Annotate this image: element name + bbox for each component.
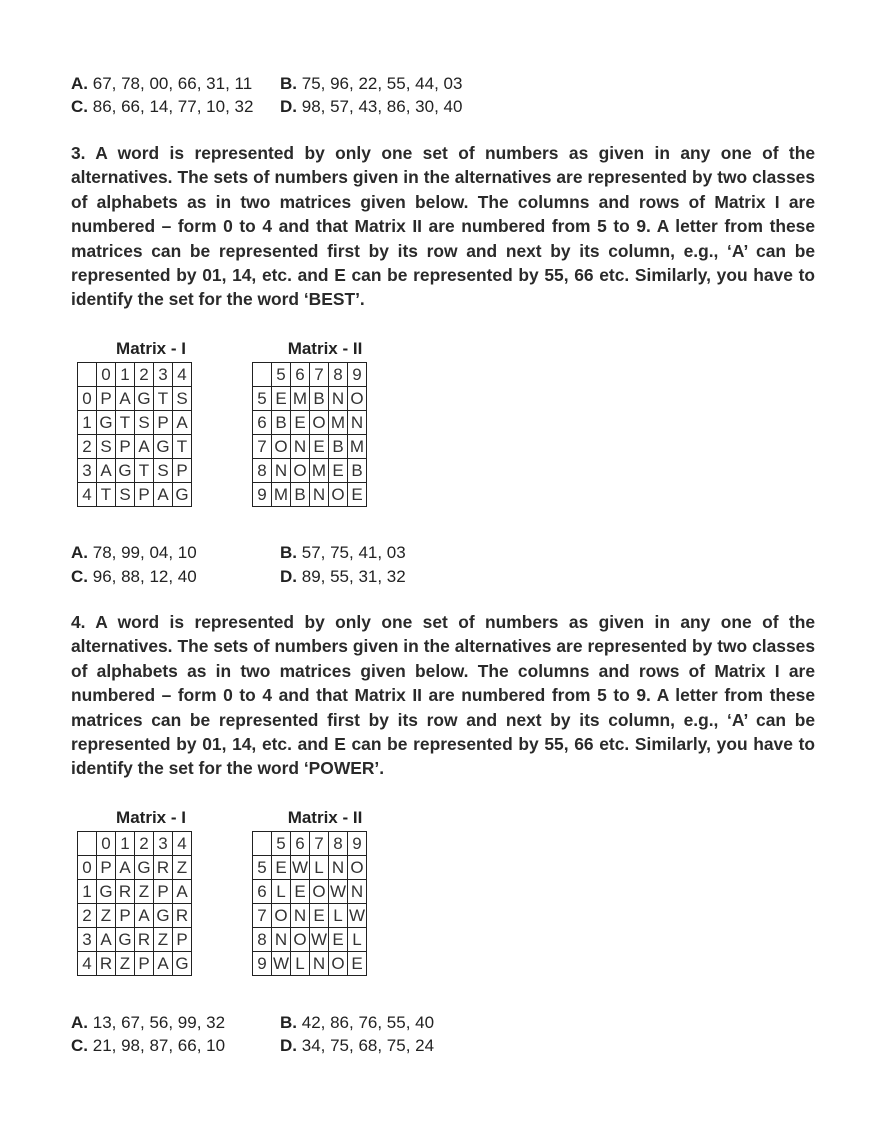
matrix-column-header: 9 xyxy=(348,363,367,387)
matrix-row-header: 5 xyxy=(253,856,272,880)
matrix-cell: A xyxy=(135,435,154,459)
matrix-row xyxy=(253,411,367,435)
matrix-column-header: 5 xyxy=(272,363,291,387)
matrix-cell: A xyxy=(135,904,154,928)
matrix-cell: S xyxy=(97,435,116,459)
matrix-cell: A xyxy=(97,459,116,483)
prev-option-d xyxy=(280,96,462,118)
matrix-cell: P xyxy=(135,483,154,507)
matrix-cell: T xyxy=(97,483,116,507)
matrix-cell: N xyxy=(329,856,348,880)
q3-matrix-2-title: Matrix - II xyxy=(287,339,363,358)
matrix-column-header: 6 xyxy=(291,363,310,387)
matrix-header-row xyxy=(78,363,192,387)
matrix-cell: S xyxy=(135,411,154,435)
matrix-cell: G xyxy=(116,928,135,952)
matrix-cell: S xyxy=(116,483,135,507)
matrix-row xyxy=(78,411,192,435)
matrix-row-header: 5 xyxy=(253,387,272,411)
option-text: 42, 86, 76, 55, 40 xyxy=(301,1013,435,1032)
matrix-cell: P xyxy=(154,880,173,904)
question-4-text: 4. A word is represented by only one set of numbers as given in any one of the alternatives. The sets of numbers given in the alternatives are represented by two classes of alphabets as in two matrices given below. The columns and rows of Matrix I are numbered – form 0 to 4 and that Matrix II are numbered from 5 to 9. A letter from these matrices can be represented first by its row and next by its column, e.g., ‘A’ can be represented by 01, 14, etc. and E can be represented by 55, 66 etc. Similarly, you have to identify the set for the word ‘POWER’. xyxy=(71,612,815,779)
matrix-cell: P xyxy=(116,904,135,928)
matrix-cell: N xyxy=(329,387,348,411)
matrix-cell: M xyxy=(291,387,310,411)
matrix-row xyxy=(78,880,192,904)
q3-matrix-2 xyxy=(252,362,367,507)
matrix-row-header: 4 xyxy=(78,952,97,976)
matrix-cell: N xyxy=(272,928,291,952)
option-letter: A. xyxy=(71,1013,88,1032)
matrix-cell: G xyxy=(154,435,173,459)
matrix-cell: N xyxy=(310,483,329,507)
q4-option-c xyxy=(71,1035,225,1057)
matrix-cell: E xyxy=(272,856,291,880)
matrix-cell: W xyxy=(348,904,367,928)
matrix-row-header: 1 xyxy=(78,411,97,435)
matrix-row xyxy=(78,459,192,483)
matrix-cell: L xyxy=(310,856,329,880)
matrix-cell: P xyxy=(154,411,173,435)
matrix-cell: E xyxy=(329,928,348,952)
q4-matrix-1-title: Matrix - I xyxy=(116,808,186,827)
matrix-corner-cell xyxy=(78,832,97,856)
matrix-row xyxy=(78,387,192,411)
matrix-row xyxy=(253,856,367,880)
matrix-cell: B xyxy=(291,483,310,507)
matrix-row-header: 3 xyxy=(78,459,97,483)
matrix-cell: L xyxy=(348,928,367,952)
option-text: 13, 67, 56, 99, 32 xyxy=(92,1013,226,1032)
matrix-cell: O xyxy=(291,459,310,483)
matrix-cell: A xyxy=(173,880,192,904)
matrix-row xyxy=(78,435,192,459)
matrix-cell: E xyxy=(291,880,310,904)
matrix-cell: O xyxy=(272,435,291,459)
matrix-row xyxy=(78,483,192,507)
matrix-column-header: 5 xyxy=(272,832,291,856)
matrix-cell: Z xyxy=(116,952,135,976)
matrix-cell: M xyxy=(272,483,291,507)
matrix-cell: M xyxy=(329,411,348,435)
option-text: 21, 98, 87, 66, 10 xyxy=(92,1036,226,1055)
matrix-cell: Z xyxy=(135,880,154,904)
matrix-row-header: 6 xyxy=(253,411,272,435)
prev-option-a xyxy=(71,73,252,95)
matrix-column-header: 1 xyxy=(116,363,135,387)
matrix-column-header: 0 xyxy=(97,832,116,856)
option-letter: D. xyxy=(280,97,297,116)
matrix-row xyxy=(253,904,367,928)
matrix-cell: E xyxy=(310,904,329,928)
matrix-cell: B xyxy=(272,411,291,435)
q4-option-d xyxy=(280,1035,434,1057)
matrix-cell: W xyxy=(329,880,348,904)
matrix-cell: N xyxy=(348,880,367,904)
matrix-row xyxy=(78,928,192,952)
matrix-cell: M xyxy=(348,435,367,459)
matrix-cell: G xyxy=(154,904,173,928)
matrix-cell: E xyxy=(272,387,291,411)
matrix-row xyxy=(253,952,367,976)
option-text: 34, 75, 68, 75, 24 xyxy=(301,1036,435,1055)
matrix-cell: T xyxy=(116,411,135,435)
matrix-cell: P xyxy=(173,928,192,952)
matrix-cell: N xyxy=(291,904,310,928)
matrix-cell: E xyxy=(348,483,367,507)
option-text: 78, 99, 04, 10 xyxy=(92,543,197,562)
matrix-corner-cell xyxy=(78,363,97,387)
matrix-row-header: 2 xyxy=(78,435,97,459)
q3-option-d xyxy=(280,566,406,588)
matrix-header-row xyxy=(253,832,367,856)
option-text: 86, 66, 14, 77, 10, 32 xyxy=(92,97,254,116)
q3-matrix-1 xyxy=(77,362,192,507)
matrix-cell: A xyxy=(116,387,135,411)
matrix-cell: S xyxy=(154,459,173,483)
option-text: 67, 78, 00, 66, 31, 11 xyxy=(92,74,253,93)
matrix-column-header: 2 xyxy=(135,363,154,387)
matrix-cell: R xyxy=(116,880,135,904)
question-3-text: 3. A word is represented by only one set of numbers as given in any one of the alternatives. The sets of numbers given in the alternatives are represented by two classes of alphabets as in two matrices given below. The columns and rows of Matrix I are numbered – form 0 to 4 and that Matrix II are numbered from 5 to 9. A letter from these matrices can be represented first by its row and next by its column, e.g., ‘A’ can be represented by 01, 14, etc. and E can be represented by 55, 66 etc. Similarly, you have to identify the set for the word ‘BEST’. xyxy=(71,143,815,310)
matrix-header-row xyxy=(253,363,367,387)
q3-option-c xyxy=(71,566,197,588)
matrix-row-header: 9 xyxy=(253,952,272,976)
matrix-cell: E xyxy=(348,952,367,976)
matrix-cell: O xyxy=(291,928,310,952)
option-text: 96, 88, 12, 40 xyxy=(92,567,197,586)
matrix-column-header: 2 xyxy=(135,832,154,856)
q4-matrix-1 xyxy=(77,831,192,976)
matrix-cell: O xyxy=(329,952,348,976)
matrix-row xyxy=(78,952,192,976)
matrix-row xyxy=(253,880,367,904)
matrix-cell: T xyxy=(173,435,192,459)
matrix-cell: T xyxy=(154,387,173,411)
matrix-row-header: 7 xyxy=(253,435,272,459)
matrix-cell: G xyxy=(97,880,116,904)
matrix-row-header: 4 xyxy=(78,483,97,507)
matrix-column-header: 4 xyxy=(173,832,192,856)
matrix-cell: P xyxy=(116,435,135,459)
matrix-cell: E xyxy=(310,435,329,459)
matrix-row-header: 8 xyxy=(253,459,272,483)
matrix-cell: R xyxy=(173,904,192,928)
option-letter: A. xyxy=(71,543,88,562)
matrix-cell: Z xyxy=(154,928,173,952)
matrix-cell: B xyxy=(348,459,367,483)
matrix-row xyxy=(78,904,192,928)
matrix-row-header: 1 xyxy=(78,880,97,904)
matrix-column-header: 7 xyxy=(310,832,329,856)
matrix-cell: L xyxy=(329,904,348,928)
matrix-row xyxy=(78,856,192,880)
matrix-row-header: 3 xyxy=(78,928,97,952)
matrix-cell: R xyxy=(135,928,154,952)
matrix-cell: O xyxy=(272,904,291,928)
matrix-cell: Z xyxy=(173,856,192,880)
q4-matrix-2 xyxy=(252,831,367,976)
matrix-cell: B xyxy=(329,435,348,459)
q4-option-b xyxy=(280,1012,434,1034)
matrix-column-header: 9 xyxy=(348,832,367,856)
matrix-column-header: 3 xyxy=(154,363,173,387)
matrix-cell: N xyxy=(291,435,310,459)
matrix-cell: Z xyxy=(97,904,116,928)
matrix-row-header: 7 xyxy=(253,904,272,928)
q4-option-a xyxy=(71,1012,225,1034)
matrix-cell: L xyxy=(272,880,291,904)
option-text: 89, 55, 31, 32 xyxy=(301,567,406,586)
option-letter: D. xyxy=(280,1036,297,1055)
q3-option-a xyxy=(71,542,197,564)
matrix-cell: G xyxy=(97,411,116,435)
matrix-cell: A xyxy=(173,411,192,435)
option-letter: A. xyxy=(71,74,88,93)
matrix-cell: R xyxy=(97,952,116,976)
matrix-column-header: 8 xyxy=(329,363,348,387)
option-text: 57, 75, 41, 03 xyxy=(301,543,406,562)
matrix-cell: E xyxy=(291,411,310,435)
option-letter: B. xyxy=(280,74,297,93)
option-letter: D. xyxy=(280,567,297,586)
matrix-cell: A xyxy=(97,928,116,952)
matrix-cell: O xyxy=(348,856,367,880)
matrix-cell: G xyxy=(135,387,154,411)
matrix-cell: G xyxy=(116,459,135,483)
matrix-cell: N xyxy=(310,952,329,976)
prev-option-c xyxy=(71,96,253,118)
matrix-cell: G xyxy=(173,483,192,507)
matrix-column-header: 3 xyxy=(154,832,173,856)
matrix-cell: O xyxy=(310,411,329,435)
matrix-cell: T xyxy=(135,459,154,483)
matrix-row-header: 6 xyxy=(253,880,272,904)
matrix-row xyxy=(253,435,367,459)
option-letter: B. xyxy=(280,1013,297,1032)
option-letter: B. xyxy=(280,543,297,562)
matrix-row-header: 2 xyxy=(78,904,97,928)
q4-matrix-2-title: Matrix - II xyxy=(287,808,363,827)
matrix-cell: N xyxy=(348,411,367,435)
matrix-cell: P xyxy=(97,856,116,880)
option-letter: C. xyxy=(71,1036,88,1055)
matrix-cell: A xyxy=(154,952,173,976)
q3-matrix-1-title: Matrix - I xyxy=(116,339,186,358)
matrix-column-header: 7 xyxy=(310,363,329,387)
matrix-cell: P xyxy=(173,459,192,483)
matrix-column-header: 4 xyxy=(173,363,192,387)
matrix-column-header: 1 xyxy=(116,832,135,856)
matrix-cell: S xyxy=(173,387,192,411)
option-text: 75, 96, 22, 55, 44, 03 xyxy=(301,74,463,93)
matrix-row-header: 0 xyxy=(78,387,97,411)
matrix-row xyxy=(253,387,367,411)
matrix-cell: P xyxy=(97,387,116,411)
prev-option-b xyxy=(280,73,462,95)
matrix-cell: O xyxy=(310,880,329,904)
matrix-cell: A xyxy=(154,483,173,507)
matrix-corner-cell xyxy=(253,832,272,856)
matrix-cell: G xyxy=(135,856,154,880)
matrix-cell: W xyxy=(310,928,329,952)
option-letter: C. xyxy=(71,567,88,586)
matrix-cell: M xyxy=(310,459,329,483)
matrix-row-header: 8 xyxy=(253,928,272,952)
matrix-cell: W xyxy=(291,856,310,880)
matrix-cell: G xyxy=(173,952,192,976)
matrix-corner-cell xyxy=(253,363,272,387)
matrix-row xyxy=(253,483,367,507)
matrix-column-header: 6 xyxy=(291,832,310,856)
matrix-row-header: 9 xyxy=(253,483,272,507)
matrix-cell: E xyxy=(329,459,348,483)
matrix-header-row xyxy=(78,832,192,856)
matrix-cell: O xyxy=(329,483,348,507)
matrix-cell: O xyxy=(348,387,367,411)
matrix-cell: A xyxy=(116,856,135,880)
matrix-cell: L xyxy=(291,952,310,976)
matrix-cell: N xyxy=(272,459,291,483)
matrix-column-header: 0 xyxy=(97,363,116,387)
matrix-row xyxy=(253,459,367,483)
matrix-cell: R xyxy=(154,856,173,880)
matrix-row xyxy=(253,928,367,952)
matrix-column-header: 8 xyxy=(329,832,348,856)
q3-option-b xyxy=(280,542,406,564)
matrix-cell: W xyxy=(272,952,291,976)
matrix-cell: P xyxy=(135,952,154,976)
matrix-cell: B xyxy=(310,387,329,411)
option-text: 98, 57, 43, 86, 30, 40 xyxy=(301,97,463,116)
matrix-row-header: 0 xyxy=(78,856,97,880)
option-letter: C. xyxy=(71,97,88,116)
